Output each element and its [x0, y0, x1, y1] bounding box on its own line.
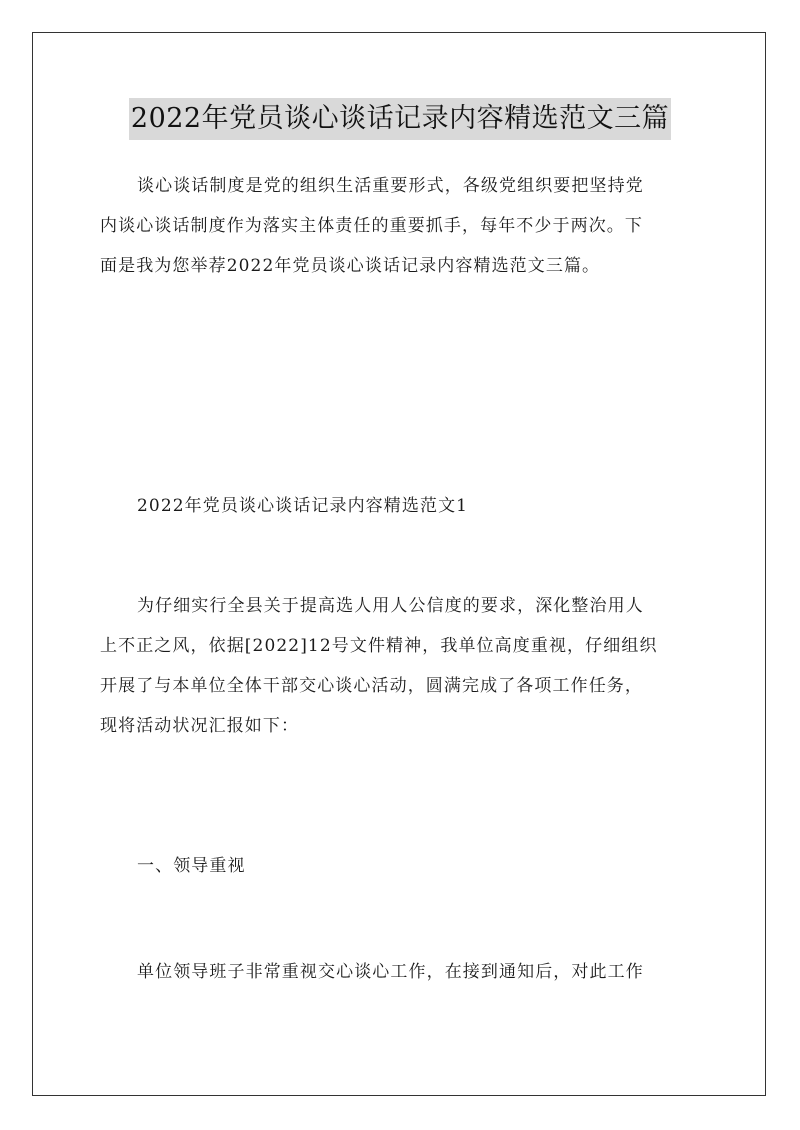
intro-paragraph [100, 166, 704, 286]
body-line: 上不正之风，依据[2022]12号文件精神，我单位高度重视，仔细组织 [100, 636, 658, 656]
intro-line: 谈心谈话制度是党的组织生活重要形式，各级党组织要把坚持党 [137, 176, 644, 196]
intro-line: 面是我为您举荐2022年党员谈心谈话记录内容精选范文三篇。 [100, 256, 601, 276]
body-line: 开展了与本单位全体干部交心谈心活动，圆满完成了各项工作任务， [100, 676, 643, 696]
intro-line: 内谈心谈话制度作为落实主体责任的重要抓手，每年不少于两次。下 [100, 216, 643, 236]
section-heading-block [100, 846, 704, 886]
article-subtitle: 2022年党员谈心谈话记录内容精选范文1 [137, 496, 469, 516]
article-subtitle-block [100, 486, 704, 526]
title-container [0, 98, 800, 140]
body-paragraph-2 [100, 952, 704, 992]
section-heading: 一、领导重视 [137, 856, 246, 876]
body-line: 单位领导班子非常重视交心谈心工作，在接到通知后，对此工作 [137, 962, 644, 982]
document-title: 2022年党员谈心谈话记录内容精选范文三篇 [129, 98, 671, 140]
body-line: 现将活动状况汇报如下： [100, 716, 300, 736]
body-paragraph-1 [100, 586, 704, 746]
body-line: 为仔细实行全县关于提高选人用人公信度的要求，深化整治用人 [137, 596, 644, 616]
